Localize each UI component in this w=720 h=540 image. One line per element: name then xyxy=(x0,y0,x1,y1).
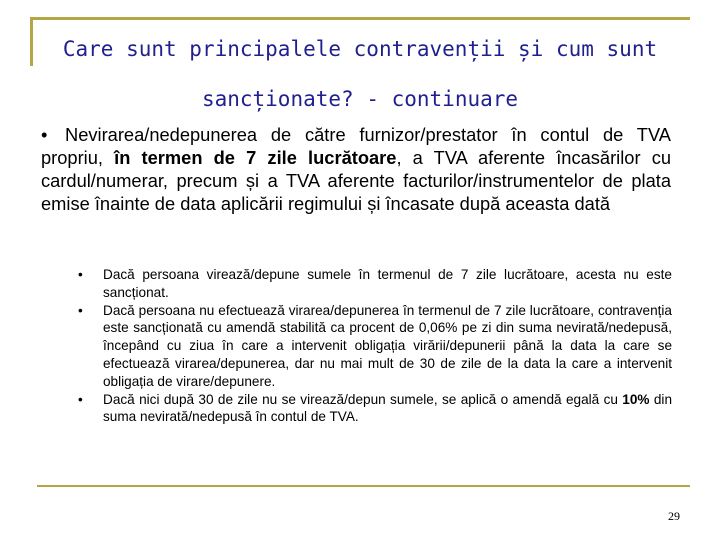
footer-divider xyxy=(37,485,690,487)
sub-bullet-text: Dacă nici după 30 de zile nu se virează/depun sumele, se aplică o amendă egală cu xyxy=(103,391,623,407)
sub-bullet-item xyxy=(78,302,672,391)
main-bullet-paragraph xyxy=(41,123,671,215)
page-number: 29 xyxy=(668,509,680,523)
sub-bullet-list xyxy=(78,266,672,426)
slide-title-line-2: sancționate? - continuare xyxy=(201,87,519,111)
sub-bullet-text: Dacă persoana virează/depune sumele în termenul de 7 zile lucrătoare, acesta nu este sancționat. xyxy=(103,267,672,300)
sub-bullet-bold-text: 10% xyxy=(622,391,650,407)
bullet-icon: • xyxy=(41,124,48,145)
title-accent-horizontal xyxy=(30,17,690,20)
sub-bullet-item xyxy=(78,391,672,427)
main-bullet-bold-text: în termen de 7 zile lucrătoare xyxy=(114,147,397,168)
slide-title-line-1: Care sunt principalele contravenții și cum sunt xyxy=(62,37,658,61)
main-bullet-text-1: Nevirarea/nedepunerea de către furnizor/prestator în contul de TVA propriu, xyxy=(41,124,671,168)
title-accent-vertical xyxy=(30,17,33,66)
bullet-icon: • xyxy=(78,391,83,407)
bullet-icon: • xyxy=(78,267,83,282)
sub-bullet-text: Dacă persoana nu efectuează virarea/depunerea în termenul de 7 zile lucrătoare, contravenția este sancționată cu amendă stabilită ca procent de 0,06% pe zi din suma nevirată/nedepusă, începând cu ziua în care a intervenit obligația virării/depunerii până la data la care se efectuează virarea/depunerea, dar nu mai mult de 30 de zile de la data la care a intervenit obligația de virare/depunere. xyxy=(103,302,672,389)
sub-bullet-item xyxy=(78,266,672,302)
bullet-icon: • xyxy=(78,302,83,318)
main-bullet-text-2: , a TVA aferente încasărilor cu cardul/numerar, precum și a TVA aferente facturilor/instrumentelor de plata emise înainte de data aplicării regimului și încasate după aceasta dată xyxy=(41,147,672,214)
sub-bullet-text: din suma nevirată/nedepusă în contul de TVA. xyxy=(103,391,673,425)
slide-title xyxy=(40,24,680,124)
